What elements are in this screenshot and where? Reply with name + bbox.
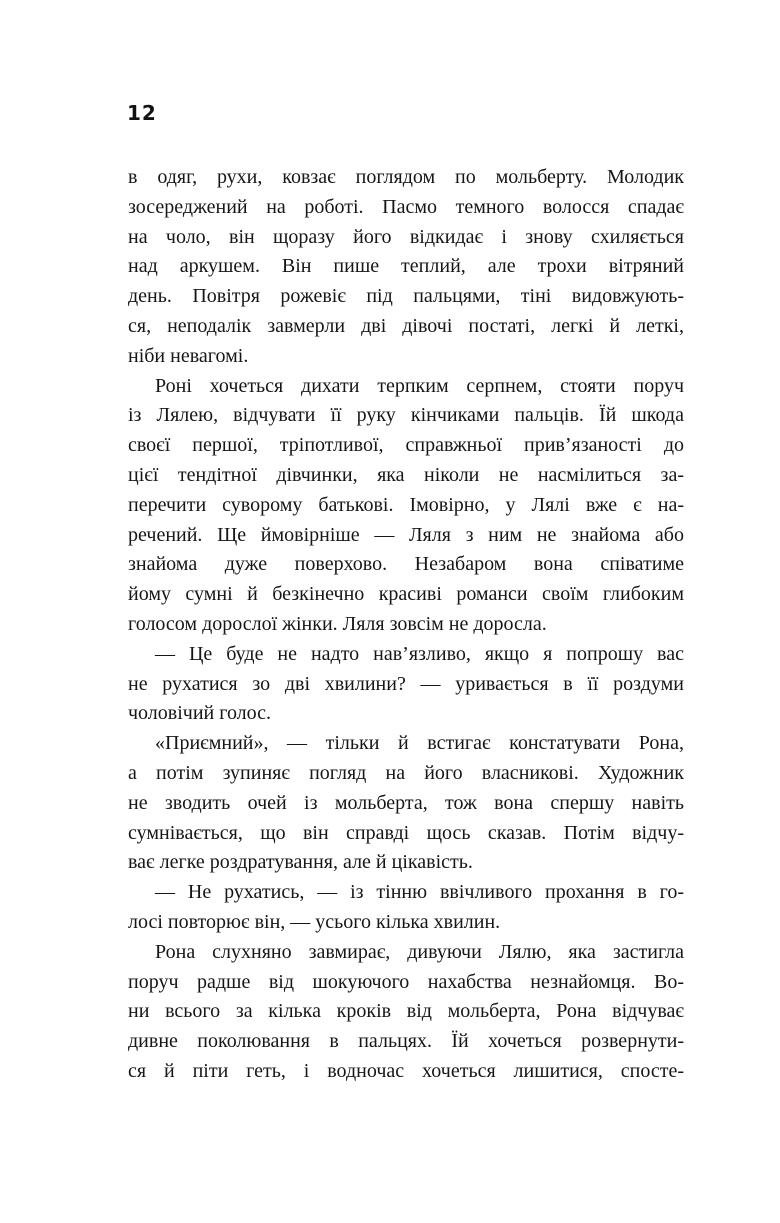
text-line: ся й піти геть, і водночас хочеться лишитися, спосте- xyxy=(128,1059,684,1082)
text-line: лосі повторює він, — усього кілька хвилин. xyxy=(128,910,501,933)
text-line: на чоло, він щоразу його відкидає і знову схиляється xyxy=(128,225,684,248)
text-line: Рона слухняно завмирає, дивуючи Лялю, яка застигла xyxy=(155,940,684,963)
paragraph xyxy=(128,878,684,938)
text-line: зосереджений на роботі. Пасмо темного волосся спадає xyxy=(128,195,684,218)
text-line: в одяг, рухи, ковзає поглядом по мольберту. Молодик xyxy=(128,166,684,188)
text-line: речений. Ще ймовірніше — Ляля з ним не знайома або xyxy=(128,523,684,546)
text-line: Роні хочеться дихати терпким серпнем, стояти поруч xyxy=(155,374,684,397)
paragraph xyxy=(128,372,684,640)
text-block xyxy=(128,163,684,1087)
text-line: ніби невагомі. xyxy=(128,344,249,367)
text-line: дивне поколювання в пальцях. Їй хочеться розвернути- xyxy=(128,1030,684,1053)
text-line: день. Повітря рожевіє під пальцями, тіні видовжують- xyxy=(128,285,684,308)
text-line: цієї тендітної дівчинки, яка ніколи не насмілиться за- xyxy=(128,463,684,486)
paragraph xyxy=(128,729,684,878)
paragraph xyxy=(128,640,684,729)
text-line: чоловічий голос. xyxy=(128,702,272,725)
text-line: із Лялею, відчувати її руку кінчиками пальців. Їй шкода xyxy=(128,404,684,427)
text-line: — Не рухатись, — із тінню ввічливого прохання в го- xyxy=(155,881,684,904)
text-line: знайома дуже поверхово. Незабаром вона співатиме xyxy=(128,553,684,576)
text-line: ни всього за кілька кроків від мольберта, Рона відчуває xyxy=(128,1000,684,1023)
text-line: а потім зупиняє погляд на його власникові. Художник xyxy=(128,761,684,784)
text-line: не рухатися зо дві хвилини? — уривається в її роздуми xyxy=(128,672,684,695)
paragraph xyxy=(128,163,684,372)
text-line: голосом дорослої жінки. Ляля зовсім не доросла. xyxy=(128,612,547,635)
text-line: над аркушем. Він пише теплий, але трохи вітряний xyxy=(128,255,684,278)
text-line: перечити суворому батькові. Імовірно, у Лялі вже є на- xyxy=(128,493,684,516)
text-line: поруч радше від шокуючого нахабства незнайомця. Во- xyxy=(128,970,684,993)
text-line: ся, неподалік завмерли дві дівочі постаті, легкі й леткі, xyxy=(128,314,684,337)
text-line: ває легке роздратування, але й цікавість. xyxy=(128,851,473,874)
text-line: сумнівається, що він справді щось сказав. Потім відчу- xyxy=(128,821,684,844)
text-line: йому сумні й безкінечно красиві романси своїм глибоким xyxy=(128,583,684,606)
paragraph xyxy=(128,938,684,1087)
text-line: «Приємний», — тільки й встигає констатувати Рона, xyxy=(155,732,684,755)
text-line: своєї першої, тріпотливої, справжньої прив’язаності до xyxy=(128,434,684,457)
text-line: не зводить очей із мольберта, тож вона спершу навіть xyxy=(128,791,684,814)
text-line: — Це буде не надто нав’язливо, якщо я попрошу вас xyxy=(155,642,684,665)
page-number: 12 xyxy=(127,101,157,125)
